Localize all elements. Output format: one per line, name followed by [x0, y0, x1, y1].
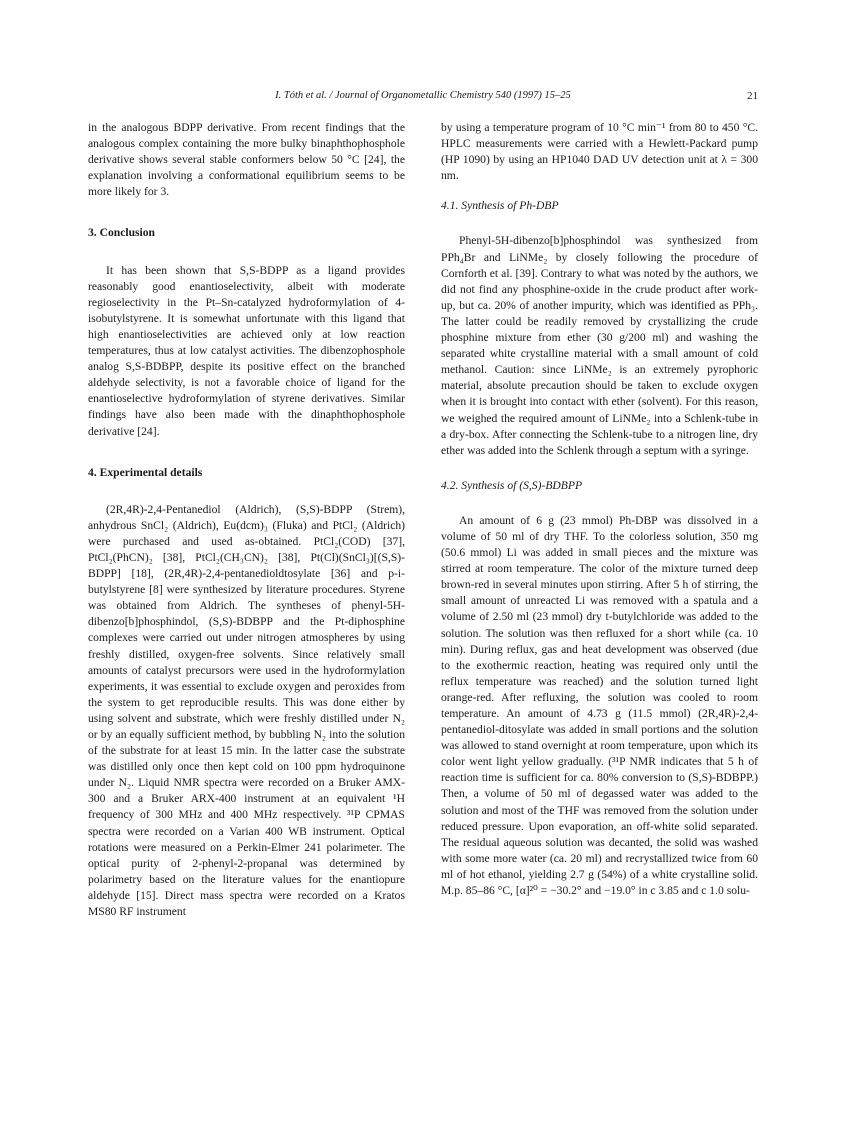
section-4-1-paragraph: Phenyl-5H-dibenzo[b]phosphindol was synthesized from PPh₄Br and LiNMe₂ by closely following the procedure of Cornforth et al. [39]. Contrary to what was noted by the authors, we did not find any phosphine-oxide in the crude product after work-up, but ca. 20% of another impurity, which was identified as PPh₃. The latter could be readily removed by crystallizing the crude phosphine mixture from ether (30 g/200 ml) and washing the separated white crystalline material with a small amount of cold methanol. Caution: since LiNMe₂ is an extremely pyrophoric material, absolute precaution should be taken to exclude oxygen when it is brought into contact with ether (solvent). For this reason, we weighed the required amount of LiNMe₂ into a Schlenk-tube in a dry-box. After connecting the Schlenk-tube to a nitrogen line, dry ether was added into the Schlenk through a septum with a syringe.	[441, 234, 758, 457]
experimental-paragraph: (2R,4R)-2,4-Pentanediol (Aldrich), (S,S)-BDPP (Strem), anhydrous SnCl₂ (Aldrich), Eu(dcm)₃ (Fluka) and PtCl₂ (Aldrich) were purchased and used as-obtained. PtCl₂(COD) [37], PtCl₂(PhCN)₂ [38], PtCl₂(CH₃CN)₂ [38], Pt(Cl)(SnCl₃)[(S,S)-BDPP] [18], (2R,4R)-2,4-pentanedioldtosylate [36] and p-i-butylstyrene [8] were synthesized by literature procedures. Styrene was obtained from Aldrich. The syntheses of phenyl-5H-dibenzo[b]phosphindol, (S,S)-BDBPP and the Pt-diphosphine complexes were carried out under nitrogen atmospheres by using freshly distilled, oxygen-free solvents. Since relatively small amounts of catalyst precursors were used in the hydroformylation experiments, it was essential to exclude oxygen and peroxides from the system to get reproducible results. This was done either by using solvent and substrate, which were freshly distilled under N₂ or by an equally sufficient method, by bubbling N₂ into the solution of the substrate for at least 15 min. In the latter case the substrate was distilled only once then kept cold on 100 ppm hydroquinone under N₂. Liquid NMR spectra were recorded on a Bruker AMX-300 and a Bruker ARX-400 instrument at an equivalent ¹H frequency of 300 MHz and 400 MHz respectively. ³¹P CPMAS spectra were recorded on a Varian 400 WB instrument. Optical rotations were measured on a Perkin-Elmer 241 polarimeter. The optical purity of 2-phenyl-2-propanal was determined by polarimetry based on the literature values for the enantiopure aldehyde [15]. Direct mass spectra were recorded on a Kratos MS80 RF instrument	[88, 502, 405, 919]
left-column	[88, 120, 405, 920]
section-4-2-heading: 4.2. Synthesis of (S,S)-BDBPP	[441, 478, 583, 492]
experimental-heading: 4. Experimental details	[88, 465, 203, 479]
page-number: 21	[747, 90, 758, 102]
section-4-2-paragraph: An amount of 6 g (23 mmol) Ph-DBP was dissolved in a volume of 50 ml of dry THF. To the colorless solution, 350 mg (50.6 mmol) Li was added in small pieces and the mixture was stirred at room temperature. The color of the mixture turned deep brown-red in several minutes upon stirring. After 5 h of stirring, the small amount of unreacted Li was removed with a spatula and a volume of 2.50 ml (23 mmol) dry t-butylchloride was added to the solution. The solution was then refluxed for a short while (ca. 10 min). During reflux, gas and heat development was observed (due to the exothermic reaction, heating was required only until the reflux temperature was reached) and the solution turned light orange-red. After refluxing, the solution was cooled to room temperature. An amount of 4.73 g (11.5 mmol) (2R,4R)-2,4-pentanediol-ditosylate was added in small portions and the solution was allowed to stand overnight at room temperature, upon which its color went light yellow gradually. (³¹P NMR indicates that 5 h of reaction time is sufficient for ca. 80% conversion to (S,S)-BDBPP.) Then, a volume of 50 ml of degassed water was added to the solution and most of the THF was removed from the solution under reduced pressure. Upon evaporation, an off-white solid separated. The residual aqueous solution was decanted, the solid was washed with some more water (ca. 20 ml) and recrystallized twice from 60 ml of hot ethanol, yielding 2.7 g (54%) of a white crystalline solid. M.p. 85–86 °C, [α]²⁰ = −30.2° and −19.0° in c 3.85 and c 1.0 solu-	[441, 513, 758, 898]
section-4-1-heading: 4.1. Synthesis of Ph-DBP	[441, 199, 559, 213]
intro-paragraph-left: in the analogous BDPP derivative. From recent findings that the analogous complex containing the more bulky binaphthophosphole derivative shows several stable conformers below 50 °C [24], the explanation involving a conformational equilibrium seems to be more likely for 3.	[88, 121, 405, 199]
conclusion-heading: 3. Conclusion	[88, 226, 156, 240]
conclusion-paragraph: It has been shown that S,S-BDPP as a ligand provides reasonably good enantioselectivity, albeit with moderate regioselectivity in the Pt–Sn-catalyzed hydroformylation of 4-isobutylstyrene. It is somewhat unfortunate with this ligand that high enantioselectivities are achieved only at low reaction temperatures, thus at low catalyst activities. The dibenzophosphole analog S,S-BDBPP, despite its positive effect on the branched aldehyde selectivity, is not a favorable choice of ligand for the enantioselective hydroformylation of styrene derivatives. Similar findings have also been made with the dinaphthophosphole derivative [24].	[88, 263, 405, 438]
running-head: I. Tóth et al. / Journal of Organometallic Chemistry 540 (1997) 15–25	[275, 90, 571, 101]
right-column	[441, 120, 758, 899]
page-header	[88, 90, 758, 106]
intro-paragraph-right: by using a temperature program of 10 °C min⁻¹ from 80 to 450 °C. HPLC measurements were carried with a Hewlett-Packard pump (HP 1090) by using an HP1040 DAD UV detection unit at λ = 300 nm.	[441, 121, 758, 183]
